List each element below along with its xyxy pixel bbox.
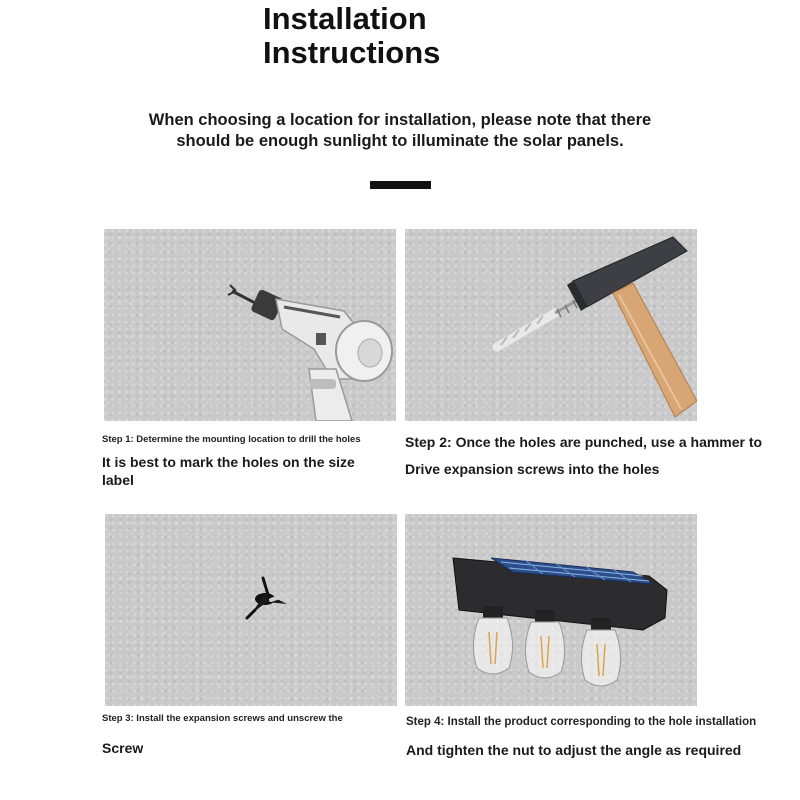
subtitle-line-1: When choosing a location for installation, please note that there bbox=[148, 111, 652, 129]
title-line-2: Instructions bbox=[263, 35, 441, 70]
hammer-icon bbox=[405, 229, 697, 421]
drill-icon bbox=[104, 229, 396, 421]
step-3-heading: Step 3: Install the expansion screws and unscrew the bbox=[102, 713, 343, 724]
step-3-detail: Screw bbox=[102, 740, 144, 756]
step-1-detail: It is best to mark the holes on the size label bbox=[102, 454, 355, 488]
step-3-image bbox=[105, 514, 397, 706]
solar-lamp-icon bbox=[405, 514, 697, 706]
step-2-image bbox=[405, 229, 697, 421]
step-2-heading: Step 2: Once the holes are punched, use a hammer to bbox=[405, 434, 763, 450]
step-4-image bbox=[405, 514, 697, 706]
subtitle-line-2: should be enough sunlight to illuminate the solar panels. bbox=[176, 132, 624, 150]
step-4-detail: And tighten the nut to adjust the angle as required bbox=[406, 742, 742, 758]
title-line-1: Installation bbox=[263, 1, 427, 36]
expansion-screw-icon bbox=[105, 514, 397, 706]
divider bbox=[370, 181, 431, 189]
step-1-heading: Step 1: Determine the mounting location to drill the holes bbox=[102, 434, 361, 445]
step-2-detail: Drive expansion screws into the holes bbox=[405, 461, 660, 477]
step-4-heading: Step 4: Install the product corresponding to the hole installation bbox=[406, 716, 757, 728]
subtitle bbox=[0, 110, 800, 152]
step-1-image bbox=[104, 229, 396, 421]
